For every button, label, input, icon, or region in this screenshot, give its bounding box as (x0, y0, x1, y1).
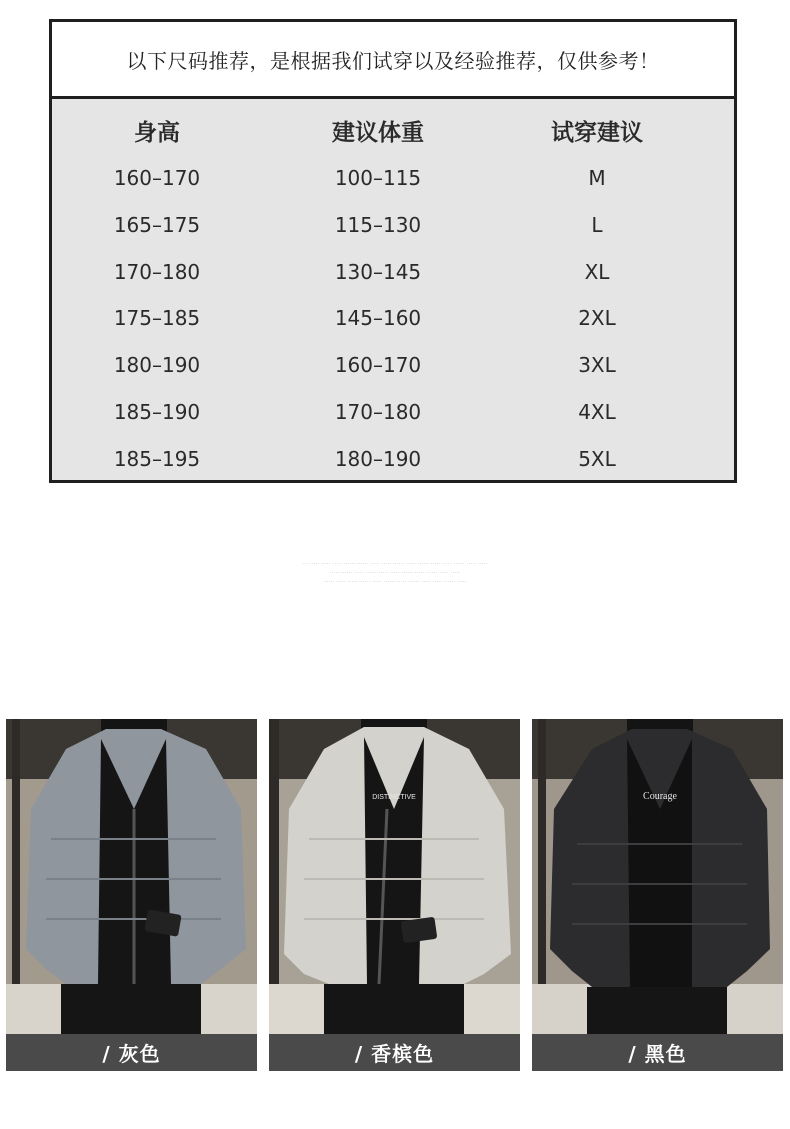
weight-cell: 130–145 (334, 259, 422, 284)
size-cell: 4XL (578, 399, 616, 424)
chest-print-text: DISTINCTIVE (372, 794, 416, 801)
size-cell: L (591, 212, 603, 237)
height-cell: 175–185 (113, 306, 201, 331)
product-photo-gray[interactable] (6, 719, 257, 1071)
color-caption-black: / 黑色 (532, 1034, 783, 1071)
model-figure-champagne (269, 719, 520, 1071)
size-cell: M (588, 166, 606, 190)
height-cell: 165–175 (113, 212, 201, 237)
size-header: 试穿建议 (551, 120, 643, 146)
weight-cell: 170–180 (334, 399, 422, 424)
height-cell: 170–180 (113, 259, 201, 284)
height-cell: 160–170 (113, 166, 201, 190)
size-column (492, 99, 722, 491)
size-chart-body (52, 99, 734, 480)
height-cell: 180–190 (113, 353, 201, 378)
weight-cell: 180–190 (334, 446, 422, 471)
model-figure-black (532, 719, 783, 1071)
size-cell: 5XL (578, 446, 616, 471)
chest-print-text: Courage (643, 791, 677, 802)
weight-header: 建议体重 (332, 120, 424, 146)
size-cell: XL (584, 259, 610, 284)
color-caption-gray: / 灰色 (6, 1034, 257, 1071)
height-header: 身高 (134, 120, 180, 146)
product-photo-champagne[interactable] (269, 719, 520, 1071)
height-cell: 185–190 (113, 399, 201, 424)
color-caption-champagne: / 香槟色 (269, 1034, 520, 1071)
product-photo-black[interactable] (532, 719, 783, 1071)
size-chart (49, 19, 737, 483)
size-cell: 2XL (578, 306, 616, 331)
weight-cell: 115–130 (334, 212, 422, 237)
height-cell: 185–195 (113, 446, 201, 471)
size-cell: 3XL (578, 353, 616, 378)
weight-cell: 160–170 (334, 353, 422, 378)
size-chart-note: 以下尺码推荐，是根据我们试穿以及经验推荐，仅供参考！ (52, 22, 734, 99)
weight-cell: 145–160 (334, 306, 422, 331)
decorative-fine-print: ··· ····· ····· ····· ······ ······ ····· ····· ······ ····· ······ ····· ····· ······ ····· ····· ····· ······ ····· ······ ····· ····· ······ ····· ······ ····· ····· ······ ····· ····· ······ ····· ······ ····· ······ ····· ····· ······ ····· (302, 561, 488, 585)
weight-cell: 100–115 (334, 166, 422, 190)
model-figure-gray (6, 719, 257, 1071)
